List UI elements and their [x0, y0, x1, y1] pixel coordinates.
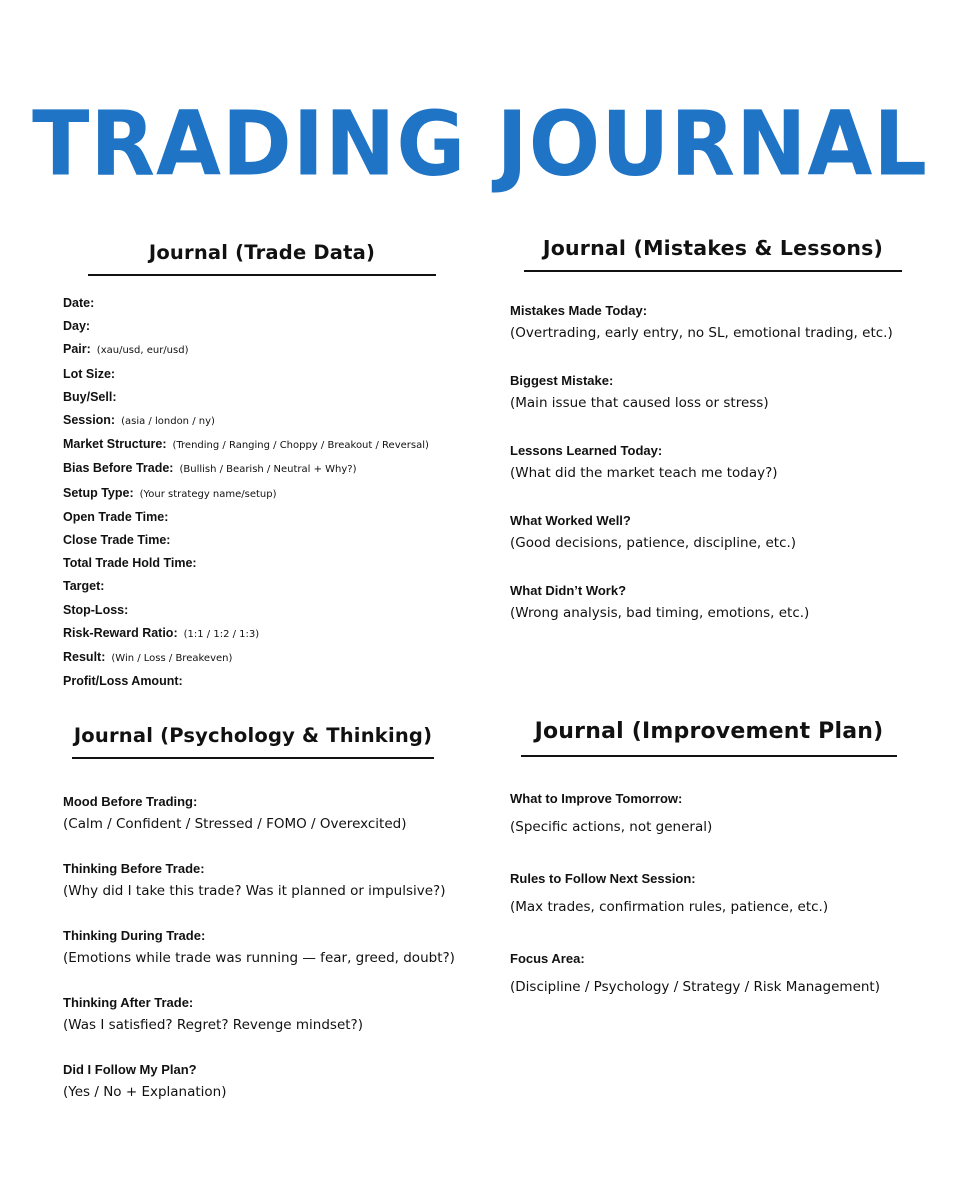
- improvement-question: What to Improve Tomorrow:: [510, 791, 683, 806]
- mistakes-items: [510, 301, 950, 651]
- psychology-heading: Journal (Psychology & Thinking): [73, 724, 433, 747]
- improvement-prompt: (Max trades, confirmation rules, patience, etc.): [510, 899, 829, 915]
- trade-field-hint: (Bullish / Bearish / Neutral + Why?): [179, 464, 357, 476]
- trade-field-row: [63, 599, 483, 622]
- improvement-section: [521, 715, 897, 757]
- trade-field-label: Setup Type:: [63, 485, 134, 500]
- trade-field-row: [63, 506, 483, 529]
- mistakes-prompt: (Wrong analysis, bad timing, emotions, etc.): [510, 605, 810, 621]
- trade-field-label: Result:: [63, 650, 106, 665]
- trade-data-fields: [63, 292, 483, 693]
- mistakes-item: [510, 441, 950, 511]
- improvement-question: Focus Area:: [510, 951, 585, 966]
- mistakes-item: [510, 581, 950, 651]
- trade-field-label: Pair:: [63, 342, 91, 357]
- trade-field-label: Open Trade Time:: [63, 509, 169, 524]
- trade-field-hint: (1:1 / 1:2 / 1:3): [183, 628, 260, 640]
- trade-field-label: Profit/Loss Amount:: [63, 674, 183, 689]
- psychology-section: [72, 721, 434, 759]
- mistakes-question: What Didn’t Work?: [510, 583, 627, 598]
- mistakes-question: What Worked Well?: [510, 513, 631, 528]
- trade-field-row: [63, 433, 483, 457]
- trade-field-hint: (Win / Loss / Breakeven): [111, 653, 233, 665]
- improvement-heading: Journal (Improvement Plan): [534, 719, 884, 744]
- trade-field-label: Day:: [63, 319, 91, 334]
- psychology-question: Thinking Before Trade:: [63, 861, 205, 876]
- trade-field-label: Market Structure:: [63, 437, 167, 452]
- trade-field-row: [63, 575, 483, 598]
- trade-field-row: [63, 386, 483, 409]
- improvement-item: [510, 949, 955, 1029]
- psychology-item: [63, 993, 503, 1060]
- psychology-prompt: (Was I satisfied? Regret? Revenge mindset?): [63, 1017, 363, 1033]
- improvement-item: [510, 789, 955, 869]
- psychology-prompt: (Why did I take this trade? Was it planned or impulsive?): [63, 883, 446, 899]
- trade-field-label: Lot Size:: [63, 366, 116, 381]
- psychology-divider: [72, 757, 434, 759]
- trade-field-label: Risk-Reward Ratio:: [63, 625, 178, 640]
- mistakes-question: Mistakes Made Today:: [510, 303, 648, 318]
- mistakes-prompt: (Overtrading, early entry, no SL, emotional trading, etc.): [510, 325, 893, 341]
- improvement-items: [510, 789, 955, 1029]
- mistakes-question: Lessons Learned Today:: [510, 443, 663, 458]
- psychology-prompt: (Emotions while trade was running — fear, greed, doubt?): [63, 950, 455, 966]
- mistakes-item: [510, 511, 950, 581]
- psychology-item: [63, 792, 503, 859]
- psychology-prompt: (Calm / Confident / Stressed / FOMO / Overexcited): [63, 816, 407, 832]
- mistakes-item: [510, 301, 950, 371]
- improvement-item: [510, 869, 955, 949]
- trade-field-label: Date:: [63, 296, 95, 310]
- improvement-prompt: (Specific actions, not general): [510, 819, 713, 835]
- psychology-question: Did I Follow My Plan?: [63, 1062, 197, 1077]
- page-title: TRADING JOURNAL: [32, 92, 928, 196]
- mistakes-prompt: (Main issue that caused loss or stress): [510, 395, 769, 411]
- mistakes-heading: Journal (Mistakes & Lessons): [542, 236, 884, 260]
- psychology-prompt: (Yes / No + Explanation): [63, 1084, 227, 1100]
- trade-field-row: [63, 315, 483, 338]
- psychology-item: [63, 926, 503, 993]
- trade-field-row: [63, 552, 483, 575]
- trade-field-row: [63, 292, 483, 315]
- trade-field-row: [63, 670, 483, 693]
- trade-field-row: [63, 529, 483, 552]
- trade-field-label: Stop-Loss:: [63, 602, 129, 617]
- psychology-question: Mood Before Trading:: [63, 794, 198, 809]
- improvement-question: Rules to Follow Next Session:: [510, 871, 696, 886]
- trade-field-hint: (Your strategy name/setup): [139, 488, 277, 500]
- trade-field-label: Total Trade Hold Time:: [63, 556, 197, 571]
- trade-data-heading: Journal (Trade Data): [148, 241, 376, 264]
- trade-field-row: [63, 622, 483, 646]
- trade-field-hint: (Trending / Ranging / Choppy / Breakout / Reversal): [172, 440, 429, 452]
- trade-field-label: Bias Before Trade:: [63, 461, 174, 476]
- mistakes-divider: [524, 270, 902, 272]
- mistakes-prompt: (Good decisions, patience, discipline, etc.): [510, 535, 797, 551]
- trade-field-row: [63, 646, 483, 670]
- trade-field-hint: (xau/usd, eur/usd): [96, 345, 189, 357]
- trade-data-divider: [88, 274, 436, 276]
- mistakes-item: [510, 371, 950, 441]
- improvement-prompt: (Discipline / Psychology / Strategy / Risk Management): [510, 979, 880, 995]
- trade-field-row: [63, 363, 483, 386]
- mistakes-prompt: (What did the market teach me today?): [510, 465, 778, 481]
- trade-field-row: [63, 457, 483, 481]
- mistakes-section: [524, 232, 902, 272]
- trade-field-row: [63, 338, 483, 362]
- trade-field-label: Buy/Sell:: [63, 389, 117, 404]
- trade-field-label: Target:: [63, 579, 105, 594]
- trade-data-section: [88, 238, 436, 276]
- trade-field-hint: (asia / london / ny): [121, 416, 215, 428]
- improvement-divider: [521, 755, 897, 757]
- trade-field-row: [63, 409, 483, 433]
- trade-field-label: Close Trade Time:: [63, 533, 171, 548]
- psychology-item: [63, 859, 503, 926]
- psychology-question: Thinking After Trade:: [63, 995, 194, 1010]
- mistakes-question: Biggest Mistake:: [510, 373, 614, 388]
- psychology-question: Thinking During Trade:: [63, 928, 206, 943]
- trade-field-label: Session:: [63, 413, 116, 428]
- psychology-items: [63, 792, 503, 1127]
- trade-field-row: [63, 482, 483, 506]
- psychology-item: [63, 1060, 503, 1127]
